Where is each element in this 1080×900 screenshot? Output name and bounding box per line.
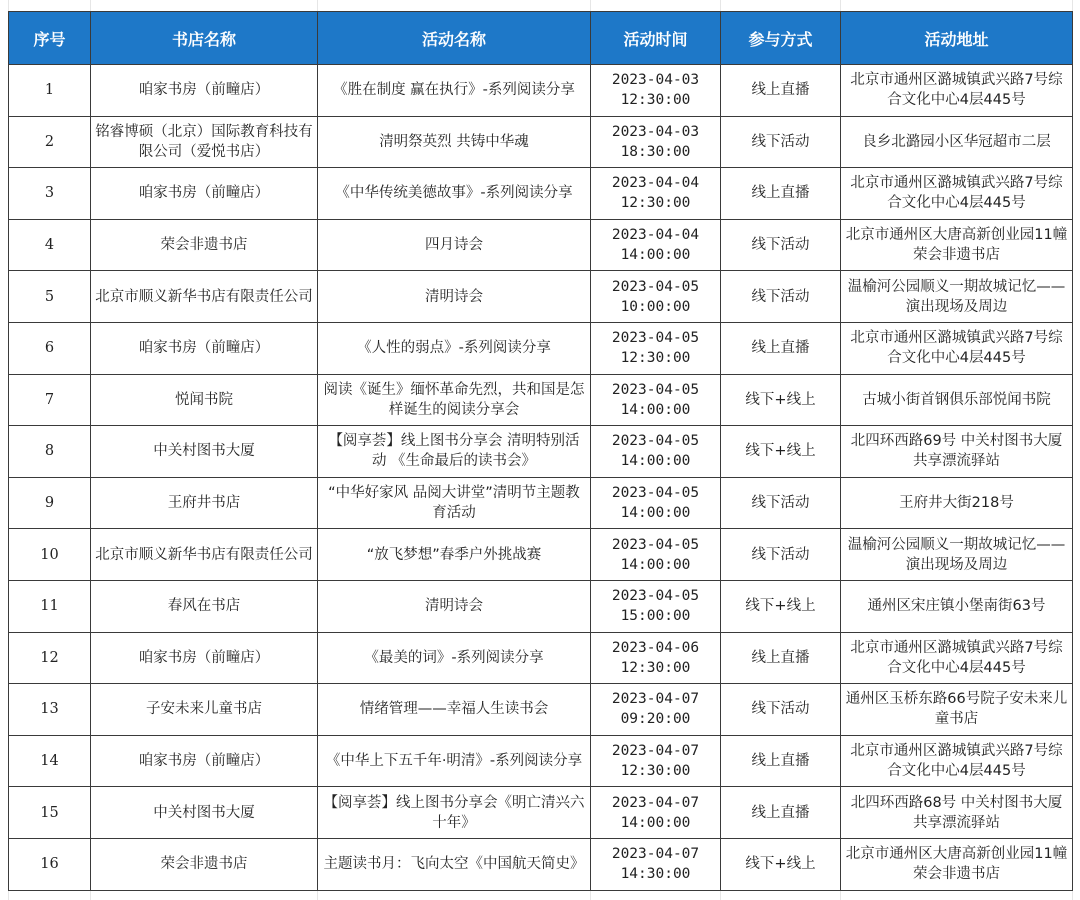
- participation-mode-cell: 线下活动: [721, 116, 841, 168]
- store-name-cell: 咱家书房（前疃店）: [91, 168, 318, 220]
- table-row: [9, 168, 1073, 220]
- event-name-cell: 清明诗会: [318, 580, 591, 632]
- event-clock-time: 15:00:00: [620, 608, 691, 625]
- row-number-cell: 2: [9, 116, 91, 168]
- participation-mode-cell: 线上直播: [721, 787, 841, 839]
- event-date: 2023-04-03: [611, 123, 700, 140]
- row-number-cell: 3: [9, 168, 91, 220]
- event-address-cell: 北京市通州区潞城镇武兴路7号综合文化中心4层445号: [841, 735, 1073, 787]
- table-row: [9, 271, 1073, 323]
- store-name-cell: 王府井书店: [91, 477, 318, 529]
- event-date: 2023-04-07: [611, 794, 700, 811]
- event-name-cell: “中华好家风 品阅大讲堂”清明节主题教育活动: [318, 477, 591, 529]
- row-number-cell: 7: [9, 374, 91, 426]
- event-address-cell: 北四环西路68号 中关村图书大厦 共享漂流驿站: [841, 787, 1073, 839]
- event-address-cell: 北四环西路69号 中关村图书大厦 共享漂流驿站: [841, 426, 1073, 478]
- event-clock-time: 12:30:00: [620, 92, 691, 109]
- event-date: 2023-04-07: [611, 691, 700, 708]
- event-date: 2023-04-05: [611, 588, 700, 605]
- participation-mode-cell: 线上直播: [721, 65, 841, 117]
- event-address-cell: 北京市通州区潞城镇武兴路7号综合文化中心4层445号: [841, 65, 1073, 117]
- event-time-cell: [591, 219, 721, 271]
- table-row: [9, 116, 1073, 168]
- row-number-cell: 5: [9, 271, 91, 323]
- event-date: 2023-04-07: [611, 846, 700, 863]
- header-cell-mode: 参与方式: [721, 12, 841, 65]
- events-table: [8, 11, 1073, 891]
- table-row: [9, 374, 1073, 426]
- event-time-cell: [591, 684, 721, 736]
- store-name-cell: 荣会非遗书店: [91, 219, 318, 271]
- store-name-cell: 铭睿博硕（北京）国际教育科技有限公司（爱悦书店）: [91, 116, 318, 168]
- event-clock-time: 14:00:00: [620, 453, 691, 470]
- event-name-cell: 清明祭英烈 共铸中华魂: [318, 116, 591, 168]
- event-clock-time: 12:30:00: [620, 659, 691, 676]
- table-row: [9, 65, 1073, 117]
- event-name-cell: 【阅享荟】线上图书分享会 清明特别活动 《生命最后的读书会》: [318, 426, 591, 478]
- row-number-cell: 16: [9, 838, 91, 890]
- event-time-cell: [591, 271, 721, 323]
- store-name-cell: 中关村图书大厦: [91, 426, 318, 478]
- event-time-cell: [591, 168, 721, 220]
- participation-mode-cell: 线下+线上: [721, 580, 841, 632]
- event-name-cell: 《中华传统美德故事》-系列阅读分享: [318, 168, 591, 220]
- store-name-cell: 中关村图书大厦: [91, 787, 318, 839]
- event-time-cell: [591, 477, 721, 529]
- event-clock-time: 12:30:00: [620, 350, 691, 367]
- event-clock-time: 14:00:00: [620, 247, 691, 264]
- event-clock-time: 14:30:00: [620, 866, 691, 883]
- row-number-cell: 14: [9, 735, 91, 787]
- row-number-cell: 9: [9, 477, 91, 529]
- table-row: [9, 322, 1073, 374]
- table-row: [9, 787, 1073, 839]
- event-address-cell: 通州区玉桥东路66号院子安未来儿童书店: [841, 684, 1073, 736]
- participation-mode-cell: 线上直播: [721, 168, 841, 220]
- event-date: 2023-04-04: [611, 227, 700, 244]
- event-date: 2023-04-05: [611, 433, 700, 450]
- store-name-cell: 咱家书房（前疃店）: [91, 632, 318, 684]
- table-row: [9, 684, 1073, 736]
- store-name-cell: 北京市顺义新华书店有限责任公司: [91, 529, 318, 581]
- event-address-cell: 良乡北潞园小区华冠超市二层: [841, 116, 1073, 168]
- event-address-cell: 王府井大街218号: [841, 477, 1073, 529]
- event-name-cell: 清明诗会: [318, 271, 591, 323]
- event-time-cell: [591, 116, 721, 168]
- store-name-cell: 咱家书房（前疃店）: [91, 65, 318, 117]
- event-time-cell: [591, 426, 721, 478]
- event-date: 2023-04-04: [611, 175, 700, 192]
- event-address-cell: 古城小街首钢俱乐部悦闻书院: [841, 374, 1073, 426]
- row-number-cell: 15: [9, 787, 91, 839]
- event-name-cell: 《中华上下五千年·明清》-系列阅读分享: [318, 735, 591, 787]
- event-date: 2023-04-05: [611, 485, 700, 502]
- header-cell-address: 活动地址: [841, 12, 1073, 65]
- participation-mode-cell: 线下+线上: [721, 426, 841, 478]
- event-time-cell: [591, 374, 721, 426]
- event-time-cell: [591, 838, 721, 890]
- header-cell-no: 序号: [9, 12, 91, 65]
- participation-mode-cell: 线下活动: [721, 271, 841, 323]
- header-row: [9, 12, 1073, 65]
- event-date: 2023-04-05: [611, 536, 700, 553]
- event-clock-time: 09:20:00: [620, 711, 691, 728]
- row-number-cell: 10: [9, 529, 91, 581]
- participation-mode-cell: 线下活动: [721, 529, 841, 581]
- table-row: [9, 426, 1073, 478]
- row-number-cell: 12: [9, 632, 91, 684]
- event-name-cell: 《人性的弱点》-系列阅读分享: [318, 322, 591, 374]
- event-clock-time: 14:00:00: [620, 556, 691, 573]
- event-time-cell: [591, 632, 721, 684]
- participation-mode-cell: 线下活动: [721, 684, 841, 736]
- table-row: [9, 580, 1073, 632]
- table-row: [9, 735, 1073, 787]
- event-time-cell: [591, 322, 721, 374]
- event-name-cell: 情绪管理——幸福人生读书会: [318, 684, 591, 736]
- table-row: [9, 529, 1073, 581]
- event-name-cell: “放飞梦想”春季户外挑战赛: [318, 529, 591, 581]
- participation-mode-cell: 线上直播: [721, 322, 841, 374]
- event-address-cell: 北京市通州区潞城镇武兴路7号综合文化中心4层445号: [841, 322, 1073, 374]
- store-name-cell: 子安未来儿童书店: [91, 684, 318, 736]
- row-number-cell: 1: [9, 65, 91, 117]
- participation-mode-cell: 线下活动: [721, 477, 841, 529]
- event-time-cell: [591, 735, 721, 787]
- store-name-cell: 悦闻书院: [91, 374, 318, 426]
- event-time-cell: [591, 787, 721, 839]
- event-name-cell: 【阅享荟】线上图书分享会《明亡清兴六十年》: [318, 787, 591, 839]
- event-clock-time: 10:00:00: [620, 298, 691, 315]
- event-time-cell: [591, 529, 721, 581]
- table-row: [9, 219, 1073, 271]
- event-address-cell: 通州区宋庄镇小堡南街63号: [841, 580, 1073, 632]
- event-address-cell: 北京市通州区潞城镇武兴路7号综合文化中心4层445号: [841, 168, 1073, 220]
- event-address-cell: 温榆河公园顺义一期故城记忆——演出现场及周边: [841, 529, 1073, 581]
- table-row: [9, 477, 1073, 529]
- event-date: 2023-04-05: [611, 381, 700, 398]
- event-address-cell: 北京市通州区大唐高新创业园11幢荣会非遗书店: [841, 219, 1073, 271]
- event-clock-time: 14:00:00: [620, 505, 691, 522]
- event-date: 2023-04-05: [611, 278, 700, 295]
- row-number-cell: 8: [9, 426, 91, 478]
- row-number-cell: 13: [9, 684, 91, 736]
- header-cell-time: 活动时间: [591, 12, 721, 65]
- event-address-cell: 北京市通州区潞城镇武兴路7号综合文化中心4层445号: [841, 632, 1073, 684]
- row-number-cell: 4: [9, 219, 91, 271]
- participation-mode-cell: 线下+线上: [721, 374, 841, 426]
- table-row: [9, 838, 1073, 890]
- event-address-cell: 北京市通州区大唐高新创业园11幢荣会非遗书店: [841, 838, 1073, 890]
- store-name-cell: 荣会非遗书店: [91, 838, 318, 890]
- event-time-cell: [591, 580, 721, 632]
- event-date: 2023-04-07: [611, 743, 700, 760]
- event-address-cell: 温榆河公园顺义一期故城记忆——演出现场及周边: [841, 271, 1073, 323]
- store-name-cell: 咱家书房（前疃店）: [91, 322, 318, 374]
- event-name-cell: 四月诗会: [318, 219, 591, 271]
- event-time-cell: [591, 65, 721, 117]
- participation-mode-cell: 线下活动: [721, 219, 841, 271]
- event-name-cell: 阅读《诞生》缅怀革命先烈，共和国是怎样诞生的阅读分享会: [318, 374, 591, 426]
- event-date: 2023-04-03: [611, 72, 700, 89]
- table-row: [9, 632, 1073, 684]
- participation-mode-cell: 线上直播: [721, 735, 841, 787]
- participation-mode-cell: 线下+线上: [721, 838, 841, 890]
- row-number-cell: 11: [9, 580, 91, 632]
- row-number-cell: 6: [9, 322, 91, 374]
- header-cell-event: 活动名称: [318, 12, 591, 65]
- event-clock-time: 18:30:00: [620, 143, 691, 160]
- event-name-cell: 主题读书月：飞向太空《中国航天简史》: [318, 838, 591, 890]
- participation-mode-cell: 线上直播: [721, 632, 841, 684]
- store-name-cell: 北京市顺义新华书店有限责任公司: [91, 271, 318, 323]
- event-clock-time: 12:30:00: [620, 195, 691, 212]
- event-name-cell: 《胜在制度 赢在执行》-系列阅读分享: [318, 65, 591, 117]
- event-clock-time: 14:00:00: [620, 401, 691, 418]
- table-body: [9, 65, 1073, 891]
- store-name-cell: 春风在书店: [91, 580, 318, 632]
- event-clock-time: 12:30:00: [620, 763, 691, 780]
- event-clock-time: 14:00:00: [620, 814, 691, 831]
- event-name-cell: 《最美的词》-系列阅读分享: [318, 632, 591, 684]
- event-date: 2023-04-06: [611, 639, 700, 656]
- header-cell-store: 书店名称: [91, 12, 318, 65]
- store-name-cell: 咱家书房（前疃店）: [91, 735, 318, 787]
- event-date: 2023-04-05: [611, 330, 700, 347]
